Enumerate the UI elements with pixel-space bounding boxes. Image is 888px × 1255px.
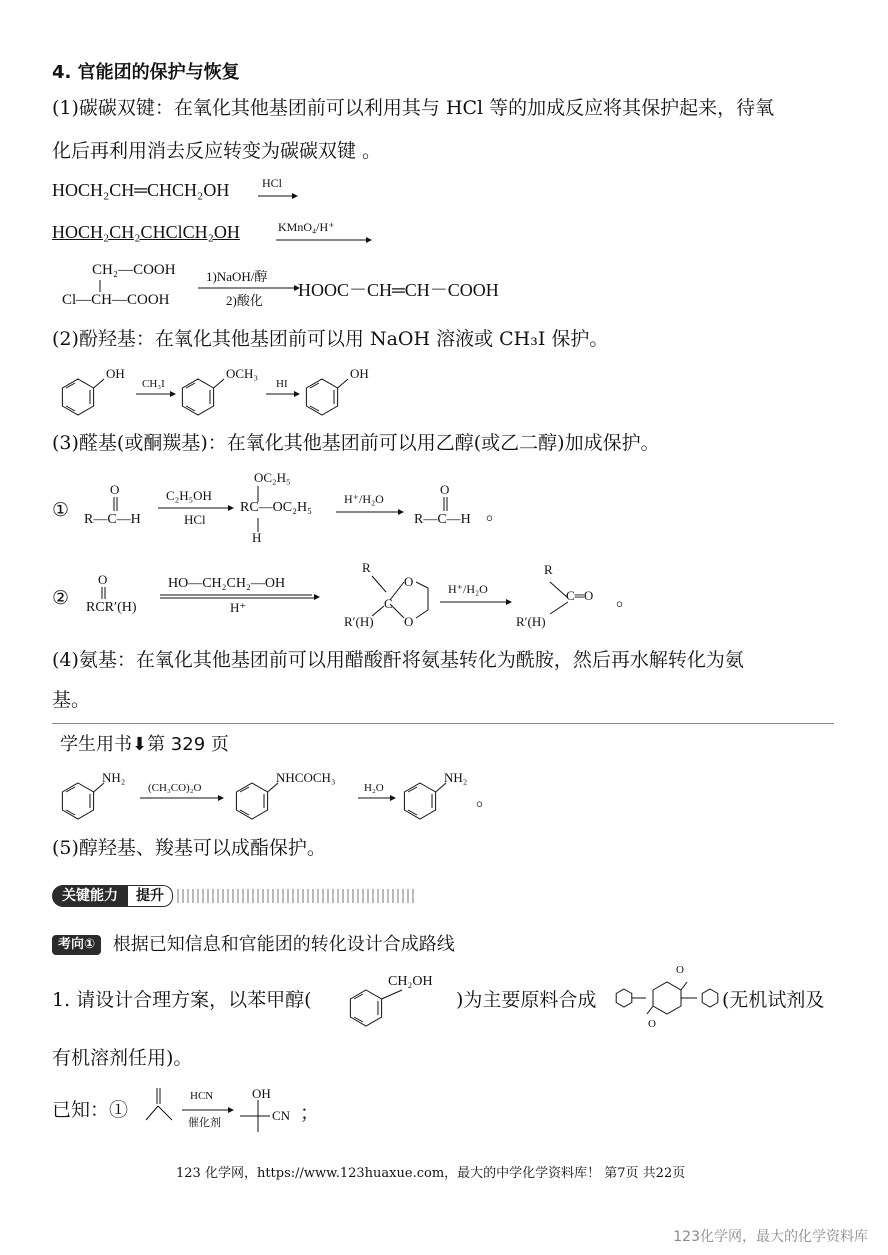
rxn3a-aldehyde: R—C—H [84, 512, 141, 527]
paragraph-5: (5)醇羟基、羧基可以成酯保护。 [52, 837, 326, 859]
rxn1-reagent-hcl: HCl [262, 176, 283, 190]
rxn2-arrow-1 [136, 391, 176, 397]
rxn4-arrow-2 [358, 795, 396, 801]
rxn3a-o: O [110, 482, 120, 497]
rxn3b-double-bond [100, 587, 108, 599]
target-lactide-structure [612, 966, 722, 1030]
rxn3a-product-o: O [440, 482, 450, 497]
rxn2-och3: OCH₃ [226, 366, 258, 381]
rxn1-arrow-2 [276, 236, 372, 244]
paragraph-3: (3)醛基(或酮羰基)：在氧化其他基团前可以用乙醇(或乙二醇)加成保护。 [52, 432, 660, 454]
divider [52, 723, 834, 724]
paragraph-1-line-1: (1)碳碳双键：在氧化其他基团前可以利用其与 HCl 等的加成反应将其保护起来，待氧 [52, 97, 775, 119]
rxn1-bond-vertical [98, 280, 102, 292]
q1-known-end: ； [300, 1102, 320, 1124]
rxn3b-number: ② [52, 587, 70, 609]
direction-line [52, 930, 455, 956]
rxn1-product: HOOC－CH═CH－COOH [298, 280, 499, 300]
rxn1-arrow-1 [258, 192, 298, 200]
rxn3a-double-bond [112, 497, 120, 511]
paragraph-2: (2)酚羟基：在氧化其他基团前可以用 NaOH 溶液或 CH₃I 保护。 [52, 328, 609, 350]
rxn3a-arrow-2 [336, 508, 404, 516]
rxn1-reagent-acid: 2)酸化 [226, 293, 263, 308]
rxn1-reagent-naoh: 1)NaOH/醇 [206, 269, 268, 284]
rxn1-diacid-bottom: Cl—CH—COOH [62, 292, 170, 308]
rxn3b-end: 。 [616, 588, 636, 610]
q1-lead: 1. 请设计合理方案，以苯甲醇( [52, 989, 312, 1011]
rxn1-reagent-kmno4: KMnO₄/H⁺ [278, 220, 335, 234]
q1-ch2oh: CH₂OH [388, 974, 433, 989]
banner-right: 提升 [128, 885, 173, 907]
rxn3b-o: O [98, 572, 108, 587]
q1-line2: 有机溶剂任用)。 [52, 1047, 193, 1069]
banner-left: 关键能力 [52, 885, 128, 907]
rxn3b-arrow-2 [440, 598, 512, 606]
watermark: 123化学网，最大的化学资料库 [673, 1229, 868, 1245]
rxn4-nh2-2: NH₂ [444, 770, 468, 785]
rxn3a-arrow-1 [158, 504, 234, 512]
rxn3b-o1: O [404, 574, 414, 589]
benzene-ring-anisole [182, 379, 224, 415]
rxn3b-product-co: C═O [566, 588, 594, 603]
section-heading: 4. 官能团的保护与恢复 [52, 62, 240, 83]
rxn3a-number: ① [52, 499, 70, 521]
paragraph-4-line-2: 基。 [52, 689, 91, 711]
rxn3b-o2: O [404, 614, 414, 629]
q1-known: 已知：① [52, 1099, 129, 1121]
q1-known-cn: CN [272, 1108, 291, 1123]
rxn4-end: 。 [476, 788, 496, 810]
rxn1-diacid-top: CH₂—COOH [92, 262, 176, 278]
rxn3a-reagent-hydrolysis: H⁺/H₂O [344, 492, 384, 506]
rxn4-reagent-water: H₂O [364, 782, 384, 794]
q1-mid: )为主要原料合成 [456, 989, 597, 1011]
acetone-structure [144, 1086, 180, 1132]
rxn3b-reagent-glycol: HO—CH₂CH₂—OH [168, 576, 286, 591]
rxn3a-oc2h5-top: OC₂H₅ [254, 470, 291, 485]
banner-stripes [177, 889, 417, 903]
rxn2-arrow-2 [266, 391, 300, 397]
rxn1-reactant: HOCH₂CH═CHCH₂OH [52, 180, 230, 200]
cyanohydrin-bonds [240, 1100, 276, 1134]
benzene-ring-phenol-2 [306, 379, 348, 415]
rxn3b-product-r: R [544, 562, 553, 577]
rxn3a-reagent-ethanol: C₂H₅OH [166, 488, 212, 503]
rxn3a-product-double-bond [442, 497, 450, 511]
key-ability-banner [52, 885, 417, 907]
rxn3b-r: R [362, 560, 371, 575]
rxn4-arrow-1 [140, 795, 224, 801]
rxn4-nhcoch3: NHCOCH₃ [276, 770, 336, 785]
q1-tail: (无机试剂及 [722, 989, 825, 1011]
q1-lactide-o-top: O [676, 964, 684, 976]
rxn3a-reagent-hcl: HCl [184, 512, 206, 527]
rxn2-oh-2: OH [350, 366, 369, 381]
q1-lactide-o-bottom: O [648, 1018, 656, 1030]
q1-reagent-hcn: HCN [190, 1090, 214, 1102]
page-footer: 123 化学网，https://www.123huaxue.com，最大的中学化学资料库！ 第7页 共22页 [176, 1166, 686, 1181]
rxn1-intermediate: HOCH₂CH₂CHClCH₂OH [52, 222, 240, 242]
rxn3b-reagent-h: H⁺ [230, 600, 247, 615]
rxn3a-h: H [252, 530, 262, 545]
paragraph-1-line-2: 化后再利用消去反应转变为碳碳双键 。 [52, 140, 382, 162]
rxn3a-end: 。 [486, 502, 506, 524]
benzene-ring-acetanilide [236, 783, 278, 819]
q1-reagent-catalyst: 催化剂 [188, 1117, 221, 1129]
rxn3a-acetal: RC—OC₂H₅ [240, 500, 312, 515]
paragraph-4-line-1: (4)氨基：在氧化其他基团前可以用醋酸酐将氨基转化为酰胺，然后再水解转化为氨 [52, 649, 744, 671]
rxn2-reagent-hi: HI [276, 378, 288, 390]
rxn4-reagent-anhydride: (CH₃CO)₂O [148, 782, 202, 794]
direction-tag: 考向① [52, 935, 101, 955]
rxn2-oh-1: OH [106, 366, 125, 381]
rxn3b-product-rh: R′(H) [516, 614, 546, 629]
benzene-ring-phenol [62, 379, 104, 415]
rxn3b-c: C [384, 596, 393, 611]
direction-title: 根据已知信息和官能团的转化设计合成路线 [112, 934, 455, 955]
benzene-ring-aniline-2 [404, 783, 446, 819]
rxn4-nh2-1: NH₂ [102, 770, 126, 785]
rxn3b-reagent-hydrolysis: H⁺/H₂O [448, 582, 488, 596]
q1-known-arrow [182, 1106, 234, 1114]
benzene-ring-aniline [62, 783, 104, 819]
rxn2-reagent-ch3i: CH₃I [142, 378, 165, 390]
page-marker: 学生用书⬇第 329 页 [60, 734, 229, 755]
rxn3a-product: R—C—H [414, 512, 471, 527]
rxn3b-rh: R′(H) [344, 614, 374, 629]
rxn3b-ketone: RCR′(H) [86, 600, 137, 615]
q1-known-oh: OH [252, 1086, 271, 1101]
